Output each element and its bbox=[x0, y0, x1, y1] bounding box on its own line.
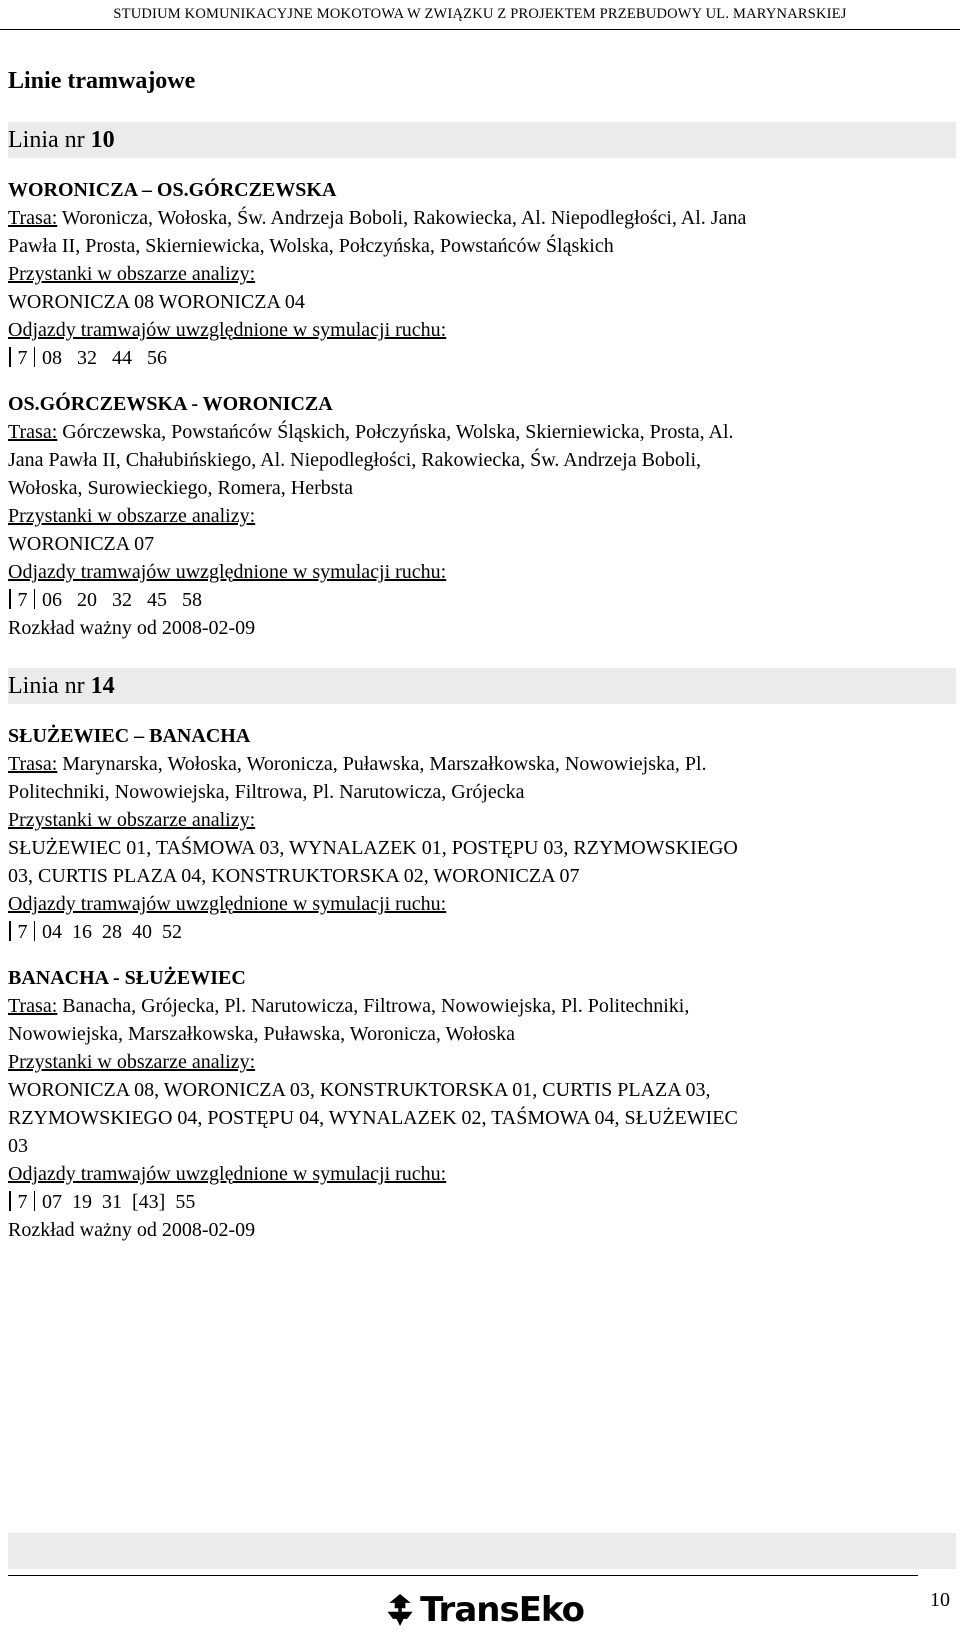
line-heading-number: 10 bbox=[90, 127, 115, 153]
route-trasa-line: Nowowiejska, Marszałkowska, Puławska, Woronicza, Wołoska bbox=[8, 1023, 516, 1045]
departure-hour: 7 bbox=[17, 1191, 28, 1213]
stops-label: Przystanki w obszarze analizy: bbox=[8, 263, 256, 285]
trasa-label: Trasa: bbox=[8, 421, 58, 443]
table-rule bbox=[34, 1191, 36, 1211]
departure-hour: 7 bbox=[17, 921, 28, 943]
validity-note: Rozkład ważny od 2008-02-09 bbox=[8, 1219, 256, 1241]
trasa-label: Trasa: bbox=[8, 753, 58, 775]
route-block bbox=[8, 390, 956, 642]
transeko-logo bbox=[384, 1588, 584, 1632]
stops-label: Przystanki w obszarze analizy: bbox=[8, 505, 256, 527]
page-title: Linie tramwajowe bbox=[8, 68, 196, 94]
departure-minutes: 07 19 31 [43] 55 bbox=[42, 1191, 196, 1213]
route-trasa-line bbox=[8, 418, 956, 446]
route-name: OS.GÓRCZEWSKA - WORONICZA bbox=[8, 393, 333, 415]
table-rule bbox=[9, 347, 11, 367]
departures-label: Odjazdy tramwajów uwzględnione w symulacji ruchu: bbox=[8, 319, 447, 341]
line-heading-prefix: Linia nr bbox=[8, 127, 91, 153]
route-trasa-line: Politechniki, Nowowiejska, Filtrowa, Pl. Narutowicza, Grójecka bbox=[8, 781, 525, 803]
footer-band bbox=[8, 1533, 956, 1569]
document-body bbox=[8, 66, 956, 1244]
footer-rule bbox=[8, 1575, 918, 1576]
route-trasa-line: Wołoska, Surowieckiego, Romera, Herbsta bbox=[8, 477, 353, 499]
departure-times bbox=[8, 918, 956, 946]
departures-label: Odjazdy tramwajów uwzględnione w symulacji ruchu: bbox=[8, 561, 447, 583]
table-rule bbox=[9, 1191, 11, 1211]
route-name: BANACHA - SŁUŻEWIEC bbox=[8, 967, 246, 989]
stops-text: WORONICZA 07 bbox=[8, 533, 155, 555]
line-heading-14 bbox=[8, 668, 956, 704]
stops-text: SŁUŻEWIEC 01, TAŚMOWA 03, WYNALAZEK 01, POSTĘPU 03, RZYMOWSKIEGO bbox=[8, 837, 738, 859]
running-header bbox=[0, 0, 960, 30]
table-rule bbox=[9, 921, 11, 941]
stops-text: RZYMOWSKIEGO 04, POSTĘPU 04, WYNALAZEK 02, TAŚMOWA 04, SŁUŻEWIEC bbox=[8, 1107, 738, 1129]
route-name: SŁUŻEWIEC – BANACHA bbox=[8, 725, 251, 747]
table-rule bbox=[34, 347, 36, 367]
departure-minutes: 08 32 44 56 bbox=[42, 347, 167, 369]
stops-label: Przystanki w obszarze analizy: bbox=[8, 1051, 256, 1073]
stops-text: 03 bbox=[8, 1135, 28, 1157]
departures-label: Odjazdy tramwajów uwzględnione w symulacji ruchu: bbox=[8, 893, 447, 915]
line-heading-10 bbox=[8, 122, 956, 158]
table-rule bbox=[34, 921, 36, 941]
validity-note: Rozkład ważny od 2008-02-09 bbox=[8, 617, 256, 639]
stops-label: Przystanki w obszarze analizy: bbox=[8, 809, 256, 831]
route-trasa-line bbox=[8, 204, 956, 232]
departures-label: Odjazdy tramwajów uwzględnione w symulacji ruchu: bbox=[8, 1163, 447, 1185]
route-name: WORONICZA – OS.GÓRCZEWSKA bbox=[8, 179, 337, 201]
route-block bbox=[8, 176, 956, 372]
line-heading-prefix: Linia nr bbox=[8, 673, 91, 699]
departure-times bbox=[8, 344, 956, 372]
route-block bbox=[8, 722, 956, 946]
route-trasa-line bbox=[8, 750, 956, 778]
departure-times bbox=[8, 586, 956, 614]
table-rule bbox=[9, 589, 11, 609]
route-trasa-line: Jana Pawła II, Chałubińskiego, Al. Niepodległości, Rakowiecka, Św. Andrzeja Boboli, bbox=[8, 449, 702, 471]
table-rule bbox=[34, 589, 36, 609]
trasa-label: Trasa: bbox=[8, 995, 58, 1017]
logo-text: TransEko bbox=[420, 1590, 584, 1630]
trasa-label: Trasa: bbox=[8, 207, 58, 229]
stops-text: WORONICZA 08 WORONICZA 04 bbox=[8, 291, 305, 313]
stops-text: 03, CURTIS PLAZA 04, KONSTRUKTORSKA 02, WORONICZA 07 bbox=[8, 865, 580, 887]
route-trasa-line bbox=[8, 992, 956, 1020]
departure-hour: 7 bbox=[17, 347, 28, 369]
trasa-text: Banacha, Grójecka, Pl. Narutowicza, Filtrowa, Nowowiejska, Pl. Politechniki, bbox=[57, 995, 690, 1017]
route-trasa-line: Pawła II, Prosta, Skierniewicka, Wolska, Połczyńska, Powstańców Śląskich bbox=[8, 235, 614, 257]
departure-hour: 7 bbox=[17, 589, 28, 611]
departure-minutes: 06 20 32 45 58 bbox=[42, 589, 202, 611]
departure-times bbox=[8, 1188, 956, 1216]
trasa-text: Górczewska, Powstańców Śląskich, Połczyńska, Wolska, Skierniewicka, Prosta, Al. bbox=[57, 421, 734, 443]
trasa-text: Marynarska, Wołoska, Woronicza, Puławska, Marszałkowska, Nowowiejska, Pl. bbox=[57, 753, 707, 775]
route-block bbox=[8, 964, 956, 1244]
running-header-text: STUDIUM KOMUNIKACYJNE MOKOTOWA W ZWIĄZKU Z PROJEKTEM PRZEBUDOWY UL. MARYNARSKIEJ bbox=[113, 6, 847, 22]
trasa-text: Woronicza, Wołoska, Św. Andrzeja Boboli, Rakowiecka, Al. Niepodległości, Al. Jana bbox=[57, 207, 747, 229]
stops-text: WORONICZA 08, WORONICZA 03, KONSTRUKTORSKA 01, CURTIS PLAZA 03, bbox=[8, 1079, 711, 1101]
departure-minutes: 04 16 28 40 52 bbox=[42, 921, 182, 943]
line-heading-number: 14 bbox=[90, 673, 115, 699]
page-number: 10 bbox=[930, 1589, 950, 1611]
transeko-logo-icon bbox=[384, 1590, 416, 1630]
